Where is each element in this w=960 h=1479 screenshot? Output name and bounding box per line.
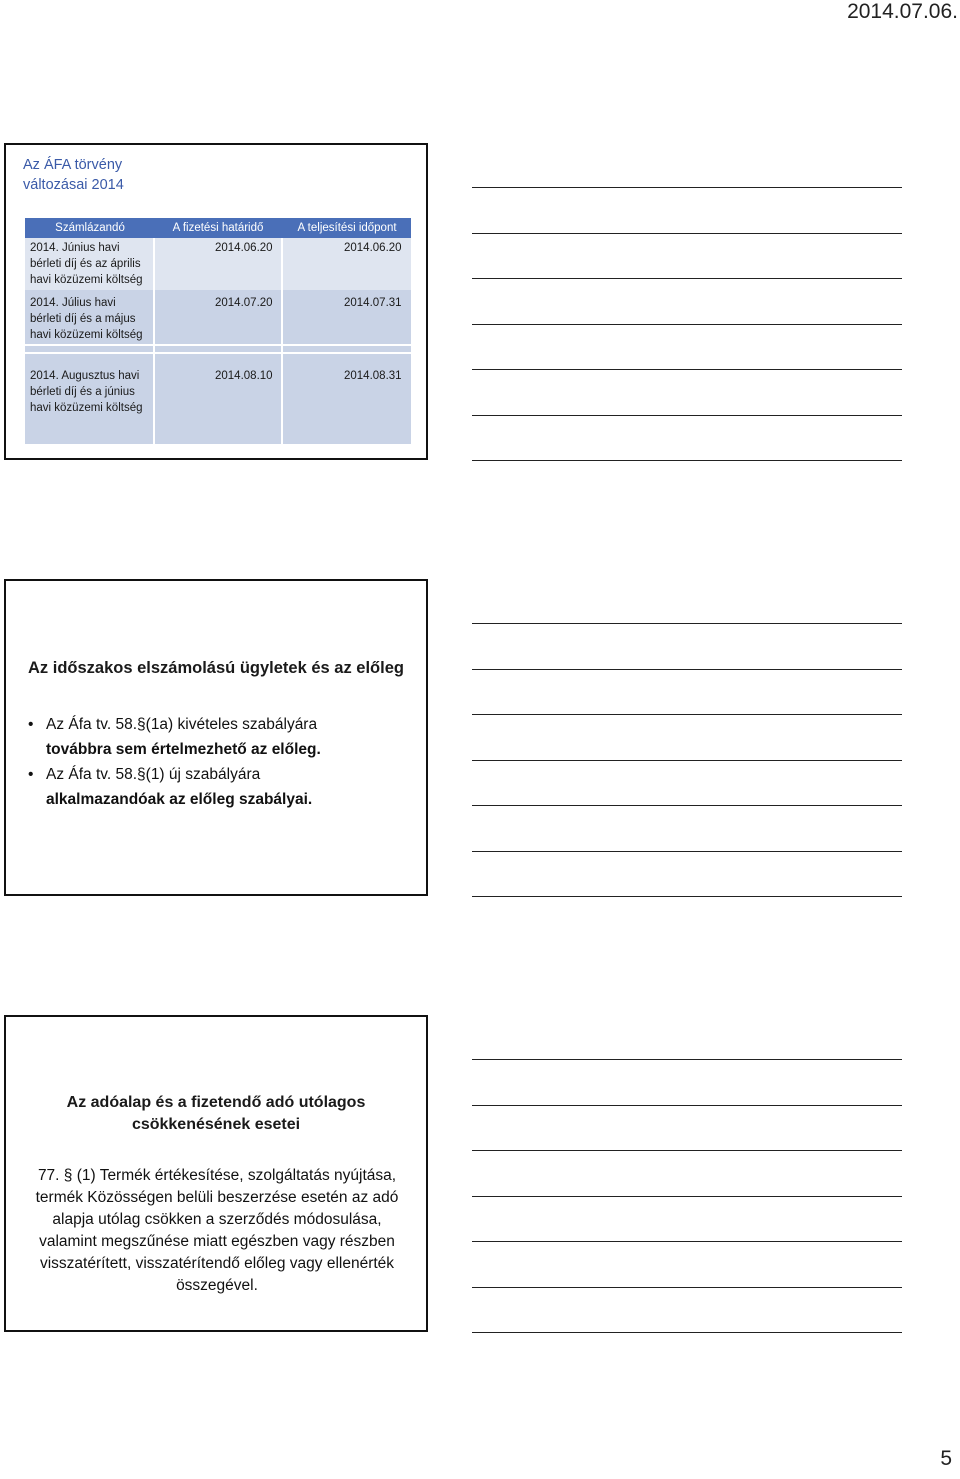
invoice-schedule-table [25,218,411,444]
body-line: összegével. [176,1277,258,1294]
bullet-list [28,712,418,812]
header-date: 2014.07.06. [847,0,958,23]
page-number: 5 [940,1447,952,1470]
slide-vat-changes [4,143,428,460]
item-line: havi közüzemi költség [30,274,143,286]
note-line [472,324,902,325]
item-line: 2014. Augusztus havi [30,370,140,382]
bullet-line-bold: alkalmazandóak az előleg szabályai. [46,791,313,808]
table-header-cell: Számlázandó [55,222,125,234]
body-line: visszatérített, visszatérítendő előleg vagy ellenérték [39,1255,395,1272]
table-row-divider [25,352,411,354]
item-line: havi közüzemi költség [30,329,143,341]
note-line [472,669,902,670]
payment-due-cell: 2014.06.20 [215,242,273,254]
note-line [472,760,902,761]
slide-title-line: Az ÁFA törvény [23,157,123,173]
item-line: 2014. Július havi [30,297,116,309]
table-header-cell: A fizetési határidő [172,222,264,234]
list-item [28,762,418,812]
note-line [472,896,902,897]
bullet-line: Az Áfa tv. 58.§(1) új szabályára [46,766,261,783]
note-line [472,714,902,715]
note-line [472,1241,902,1242]
note-line [472,369,902,370]
note-line [472,1059,902,1060]
item-line: bérleti díj és a június [30,386,135,398]
note-line [472,623,902,624]
table-row-item [30,240,152,288]
item-line: bérleti díj és a május [30,313,136,325]
performance-date-cell: 2014.07.31 [344,297,402,309]
body-line: valamint megszűnése miatt egészben vagy részben [39,1233,395,1250]
slide-body-text [26,1165,408,1297]
note-line [472,1287,902,1288]
note-line [472,460,902,461]
table-row-item [30,368,152,416]
table-column-divider [281,238,283,444]
item-line: 2014. Június havi [30,242,120,254]
slide-title [36,1092,396,1136]
note-line [472,233,902,234]
bullet-icon: • [28,716,34,733]
payment-due-cell: 2014.08.10 [215,370,273,382]
body-line: termék Közösségen belüli beszerzése esetén az adó [35,1189,399,1206]
slide-title: Az időszakos elszámolású ügyletek és az előleg [28,659,404,677]
note-line [472,1332,902,1333]
body-line: alapja utólag csökken a szerződés módosulása, [52,1211,382,1228]
bullet-line-bold: továbbra sem értelmezhető az előleg. [46,741,321,758]
table-header-cell: A teljesítési időpont [297,222,397,234]
table-row-item [30,295,152,343]
table-column-divider [153,238,155,444]
performance-date-cell: 2014.08.31 [344,370,402,382]
performance-date-cell: 2014.06.20 [344,242,402,254]
slide-title-line: csökkenésének esetei [131,1116,301,1133]
bullet-line: Az Áfa tv. 58.§(1a) kivételes szabályára [46,716,318,733]
list-item [28,712,418,762]
note-line [472,851,902,852]
note-line [472,415,902,416]
bullet-icon: • [28,766,34,783]
slide-tax-base-reduction [4,1015,428,1332]
note-line [472,187,902,188]
slide-title-line: Az adóalap és a fizetendő adó utólagos [66,1094,366,1111]
slide-periodic-settlement [4,579,428,896]
note-line [472,1196,902,1197]
slide-title-line: változásai 2014 [23,177,124,193]
note-line [472,1105,902,1106]
body-line: 77. § (1) Termék értékesítése, szolgáltatás nyújtása, [37,1167,397,1184]
item-line: havi közüzemi költség [30,402,143,414]
item-line: bérleti díj és az április [30,258,141,270]
note-line [472,805,902,806]
note-line [472,1150,902,1151]
payment-due-cell: 2014.07.20 [215,297,273,309]
note-line [472,278,902,279]
slide-title [23,155,124,195]
table-row-divider [25,344,411,346]
